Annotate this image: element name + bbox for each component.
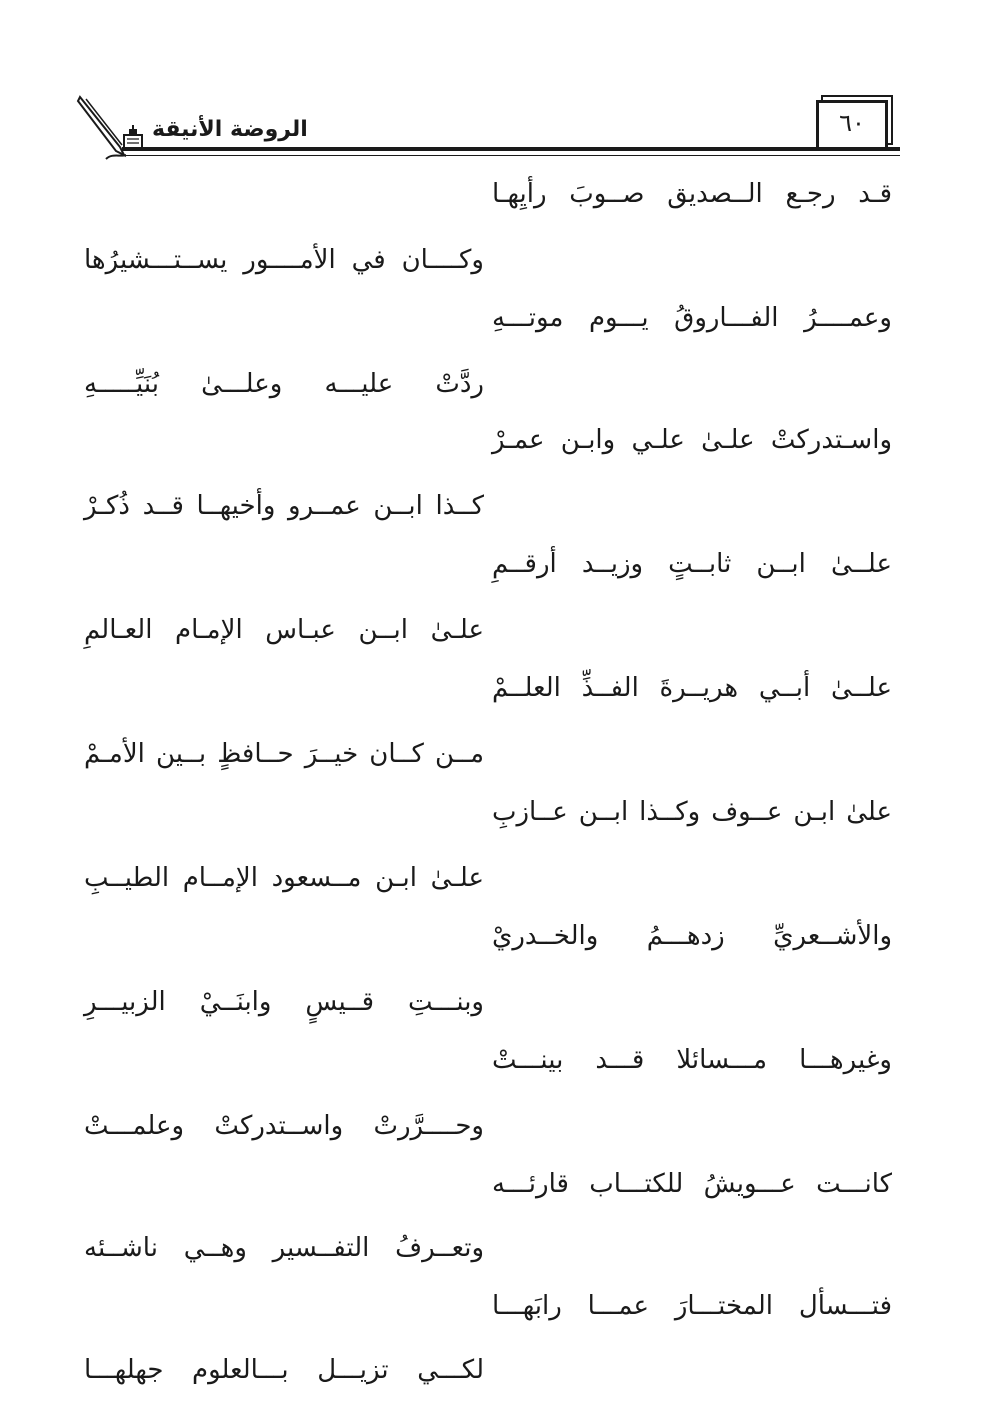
verse-line: علـىٰ ابـن مــسعود الإمــام الطيــبِ — [84, 863, 484, 893]
verse-line: مــن كــان خيــرَ حــافظٍ بــين الأمـمْ — [84, 739, 484, 769]
verse-line: وحــــرَّرتْ واســتدركتْ وعلمـــتْ — [84, 1111, 484, 1141]
page-number-box — [816, 100, 888, 150]
verse-line: والأشــعريِّ زدهـــمُ والخــدريْ — [492, 921, 892, 951]
verse-line: وكــــان في الأمــــور يســتـــشيرُها — [84, 245, 484, 275]
header-rule — [122, 147, 900, 151]
verse-line: قـد رجـع الــصديق صــوبَ رأيِهـا — [492, 179, 892, 209]
verse-line: فتـــسأل المختـــارَ عمـــا رابَهـــا — [492, 1291, 892, 1321]
verse-line: علـىٰ ابــن عبـاس الإمـام العـالمِ — [84, 615, 484, 645]
verse-line: كــذا ابــن عمــرو وأخيهــا قــد ذُكـرْ — [84, 491, 484, 521]
running-title: الروضة الأنيقة — [152, 117, 308, 142]
verse-line: وبنـــتِ قــيسٍ وابنَــيْ الزبيـــرِ — [84, 987, 484, 1017]
verse-line: وغيرهـــا مـــسائلا قـــد بينـــتْ — [492, 1045, 892, 1075]
verse-line: علــىٰ أبــي هريــرةَ الفــذِّ العلــمْ — [492, 673, 892, 703]
verse-line: وعمــــرُ الفـــاروقُ يـــوم موتـــهِ — [492, 303, 892, 333]
page-number: ٦٠ — [839, 109, 865, 137]
verse-line: ردَّتْ عليـــه وعلـــىٰ بُنَيِّـــــهِ — [84, 369, 484, 399]
verse-line: علــىٰ ابــن ثابــتٍ وزيــد أرقــمِ — [492, 549, 892, 579]
page-header — [70, 95, 900, 165]
verse-line: كانـــت عـــويشُ للكتـــاب قارئـــه — [492, 1169, 892, 1199]
verse-line: وتعــرفُ التفــسير وهــي ناشــئه — [84, 1233, 484, 1263]
verse-line: علىٰ ابـن عــوف وكــذا ابــن عــازبِ — [492, 797, 892, 827]
header-rule-thin — [122, 155, 900, 156]
verse-line: لكـــي تزيـــل بـــالعلوم جهلهـــا — [84, 1355, 484, 1385]
verse-line: واسـتدركتْ علـىٰ علـي وابـن عمـرْ — [492, 425, 892, 455]
